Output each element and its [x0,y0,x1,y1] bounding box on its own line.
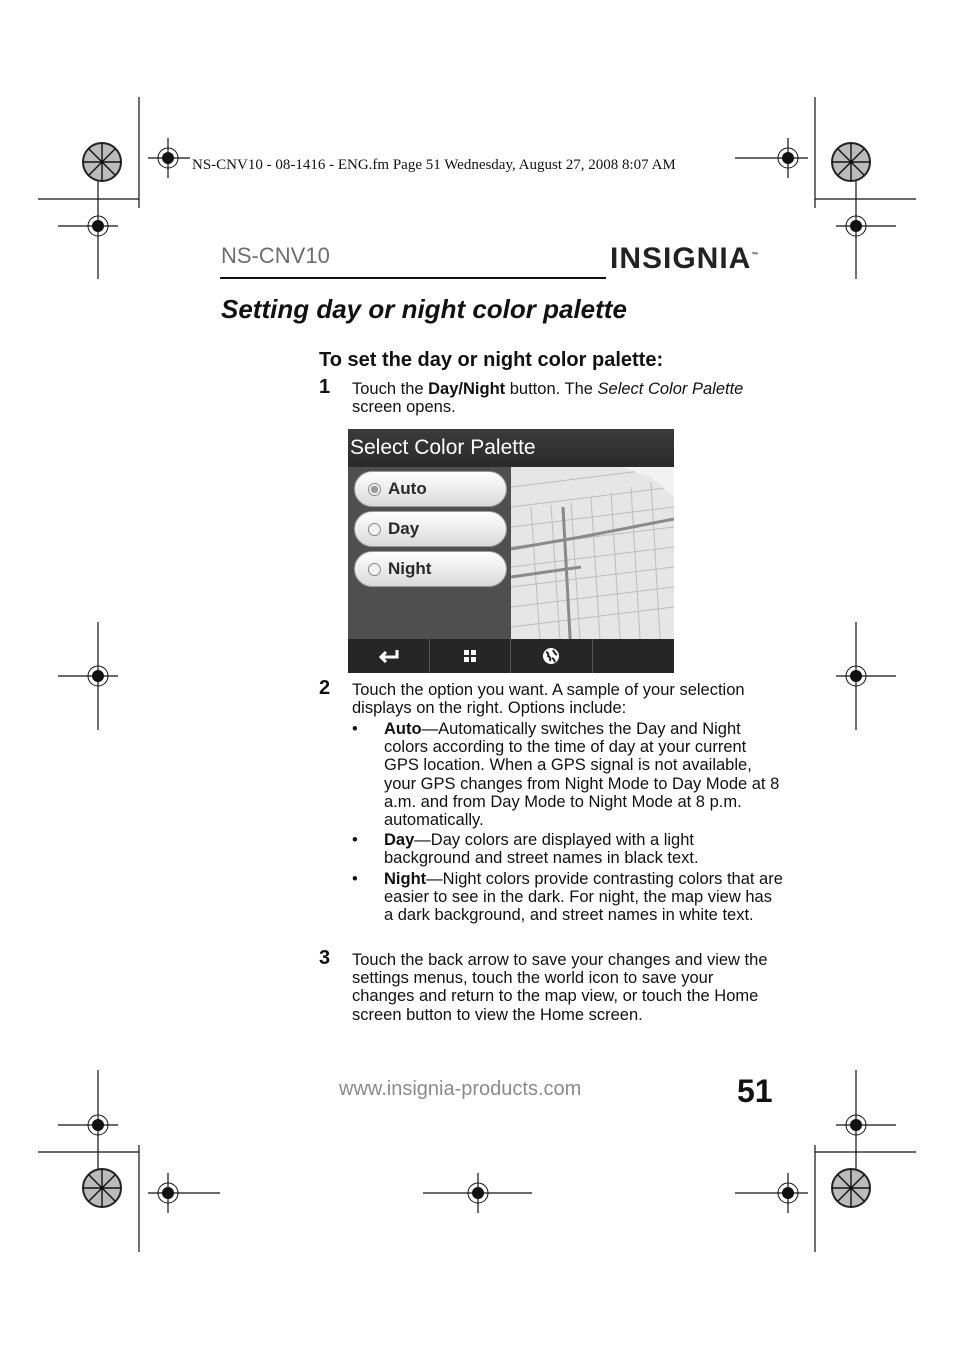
model-name: NS-CNV10 [221,243,330,268]
radio-selected-icon [368,483,381,496]
world-icon [511,639,593,673]
footer-url[interactable]: www.insignia-products.com [339,1078,582,1100]
section-title: Setting day or night color palette [221,294,627,324]
insignia-logo [610,242,759,282]
bullet-text [384,720,784,829]
bullet-term: Auto [384,720,422,738]
step-2-text: Touch the option you want. A sample of your selection displays on the right. Options include: [352,681,745,718]
step-3-number: 3 [319,947,331,969]
option-auto-button [354,471,507,507]
radio-icon [368,563,381,576]
step-1-number: 1 [319,376,331,398]
step-1-button-name: Day/Night [428,380,506,398]
logo-text: INSIGNIA [610,242,752,275]
bullet-text [384,870,784,925]
back-arrow-icon [348,639,430,673]
toolbar-empty-slot [593,639,675,673]
step-1-screen-name: Select Color Palette [597,380,744,398]
screen-toolbar [348,639,674,673]
screen-title: Select Color Palette [348,429,674,467]
bullet-desc: —Day colors are displayed with a light background and street names in black text. [384,831,699,868]
step-1-part: Touch the [352,380,429,398]
bullet-desc: —Night colors provide contrasting colors that are easier to see in the dark. For night, the map view has a dark background, and street names in white text. [384,870,783,925]
step-1-part: screen opens. [352,398,456,417]
file-slug-line: NS-CNV10 - 08-1416 - ENG.fm Page 51 Wednesday, August 27, 2008 8:07 AM [192,157,676,173]
radio-icon [368,523,381,536]
step-1-text [352,380,752,416]
option-label: Auto [388,479,427,498]
bullet-text [384,831,784,867]
bullet-symbol: • [352,720,358,738]
step-1-part: button. The [505,380,598,398]
option-label: Night [388,559,432,578]
option-night-button [354,551,507,587]
option-day-button [354,511,507,547]
bullet-symbol: • [352,870,358,888]
select-color-palette-screenshot [348,429,674,673]
step-2-number: 2 [319,677,331,699]
option-label: Day [388,519,420,538]
bullet-term: Night [384,870,427,888]
home-grid-icon [430,639,512,673]
step-3-text: Touch the back arrow to save your changes and view the settings menus, touch the world icon to save your changes and return to the map view, or touch the Home screen button to view the Home screen. [352,951,768,1024]
map-preview [511,467,674,655]
logo-trademark: ™ [751,252,760,259]
bullet-symbol: • [352,831,358,849]
bullet-desc: —Automatically switches the Day and Night colors according to the time of day at your current GPS location. When a GPS signal is not available, your GPS changes from Night Mode to Day Mode at 8 a.m. and from Day Mode to Night Mode at 8 p.m. automatically. [384,720,780,830]
procedure-title: To set the day or night color palette: [319,349,664,371]
page-number: 51 [737,1073,773,1109]
header-rule [220,277,606,279]
bullet-term: Day [384,831,415,849]
